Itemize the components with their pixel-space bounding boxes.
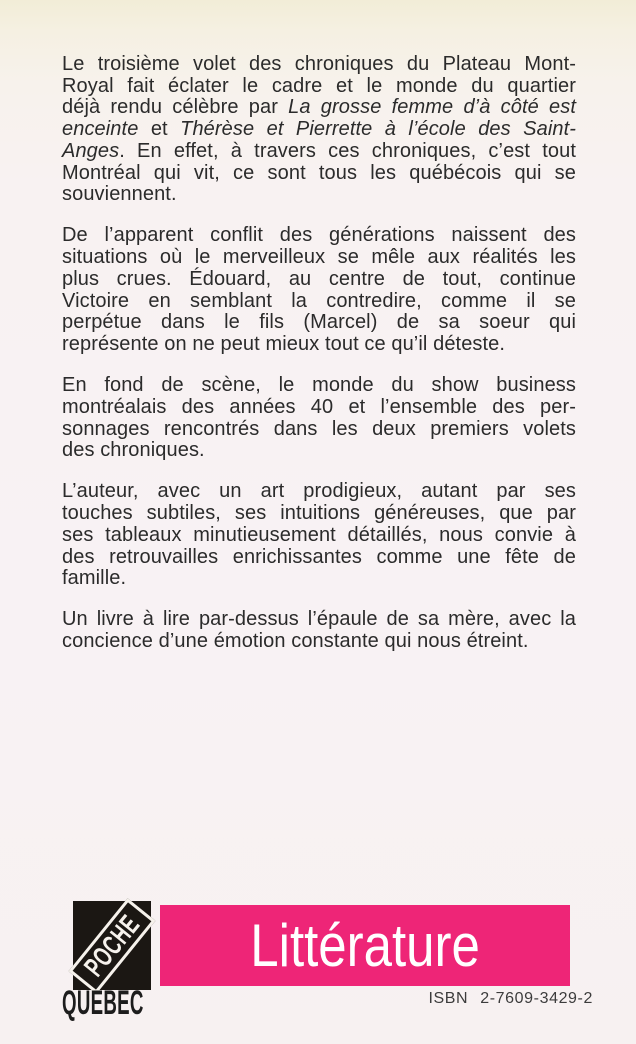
text-segment: des chroniques. (62, 439, 205, 462)
text-segment: plus crues. Édouard, au centre de tout, continue (62, 267, 576, 290)
text-segment: souviennent. (62, 183, 177, 206)
text-line (62, 397, 576, 419)
text-segment: touches subtiles, ses intuitions généreuses, que par (62, 502, 576, 525)
text-line (62, 76, 576, 98)
text-line (62, 97, 576, 119)
text-segment: concience d’une émotion constante qui nous étreint. (62, 630, 529, 653)
quebec-label: QUÉBEC (62, 984, 144, 1022)
text-segment: En fond de scène, le monde du show business (62, 374, 576, 397)
text-line (62, 225, 576, 247)
text-line (62, 184, 576, 206)
text-segment: . En effet, à travers ces chroniques, c’est tout (119, 139, 576, 162)
text-segment: situations où le merveilleux se mêle aux réalités les (62, 246, 576, 269)
text-segment: famille. (62, 567, 127, 590)
text-segment: montréalais des années 40 et l’ensemble des per- (62, 395, 576, 418)
text-line (62, 481, 576, 503)
synopsis (62, 54, 576, 672)
text-segment: et (138, 118, 181, 141)
text-line (62, 547, 576, 569)
text-segment: déjà rendu célèbre par (62, 96, 289, 119)
text-line (62, 631, 576, 653)
text-line (62, 375, 576, 397)
paragraph (62, 54, 576, 206)
paragraph (62, 225, 576, 355)
book-title-italic: Anges (62, 139, 120, 162)
poche-label: POCHE (77, 908, 146, 982)
isbn-label: ISBN (428, 990, 469, 1007)
paragraph (62, 375, 576, 462)
category-label: Littérature (250, 911, 480, 979)
text-segment: ses tableaux minutieusement détaillés, nous convie à (62, 523, 576, 546)
book-title-italic: La grosse femme d’à côté est (288, 96, 577, 119)
isbn (428, 990, 593, 1008)
text-line (62, 291, 576, 313)
text-line (62, 247, 576, 269)
text-segment: Un livre à lire par-dessus l’épaule de sa mère, avec la (62, 608, 576, 631)
text-line (62, 334, 576, 356)
poche-rotated-plate (68, 898, 155, 994)
text-segment: représente on ne peut mieux tout ce qu’il déteste. (62, 332, 506, 355)
category-banner (160, 905, 570, 986)
text-segment: De l’apparent conflit des générations naissent des (62, 224, 576, 247)
text-line (62, 269, 576, 291)
text-segment: des retrouvailles enrichissantes comme une fête de (62, 545, 576, 568)
text-line (62, 163, 576, 185)
text-line (62, 525, 576, 547)
book-title-italic: enceinte (62, 118, 139, 141)
text-line (62, 119, 576, 141)
paragraph (62, 609, 576, 652)
text-line (62, 54, 576, 76)
text-segment: Le troisième volet des chroniques du Plateau Mont- (62, 53, 576, 75)
text-segment: L’auteur, avec un art prodigieux, autant par ses (62, 480, 576, 503)
book-title-italic: Thérèse et Pierrette à l’école des Saint- (180, 118, 577, 141)
text-line (62, 141, 576, 163)
text-line (62, 419, 576, 441)
paragraph (62, 481, 576, 590)
text-line (62, 609, 576, 631)
text-line (62, 568, 576, 590)
poche-quebec-logo (73, 901, 151, 990)
isbn-value: 2-7609-3429-2 (480, 990, 593, 1007)
text-segment: sonnages rencontrés dans les deux premiers volets (62, 417, 576, 440)
text-segment: Victoire en semblant la contredire, comme il se (62, 289, 576, 312)
text-segment: Montréal qui vit, ce sont tous les québécois qui se (62, 161, 576, 184)
text-line (62, 503, 576, 525)
text-segment: Royal fait éclater le cadre et le monde du quartier (62, 74, 576, 97)
text-segment: perpétue dans le fils (Marcel) de sa soeur qui (62, 311, 576, 334)
text-line (62, 440, 576, 462)
text-line (62, 312, 576, 334)
